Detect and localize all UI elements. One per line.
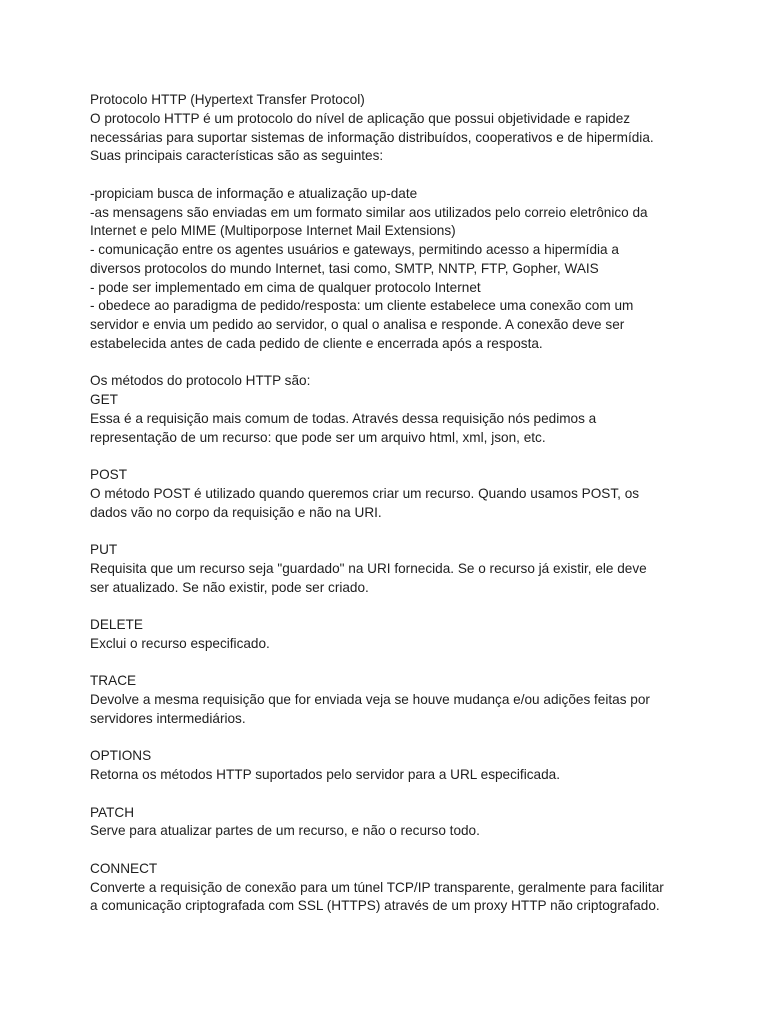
intro-line: necessárias para suportar sistemas de informação distribuídos, cooperativos e de hipermídia. (90, 129, 654, 145)
characteristic-line: -as mensagens são enviadas em um formato similar aos utilizados pelo correio eletrônico da (90, 204, 648, 220)
paragraph-gap (90, 597, 690, 616)
method-description: Essa é a requisição mais comum de todas. Através dessa requisição nós pedimos a (90, 410, 597, 426)
method-description: Devolve a mesma requisição que for enviada veja se houve mudança e/ou adições feitas por (90, 692, 650, 707)
characteristic-line: -propiciam busca de informação e atualização up-date (90, 185, 418, 201)
method-name-post: POST (90, 467, 128, 482)
paragraph-gap (90, 785, 690, 804)
paragraph-gap (90, 447, 690, 466)
method-description: servidores intermediários. (90, 710, 246, 726)
characteristic-line: servidor e envia um pedido ao servidor, o qual o analisa e responde. A conexão deve ser (90, 317, 625, 332)
method-description: Retorna os métodos HTTP suportados pelo servidor para a URL especificada. (90, 767, 560, 782)
intro-line: Suas principais características são as seguintes: (90, 148, 384, 164)
method-name-options: OPTIONS (90, 748, 152, 764)
method-description: ser atualizado. Se não existir, pode ser criado. (90, 579, 369, 595)
method-name-trace: TRACE (90, 673, 137, 689)
method-name-patch: PATCH (90, 804, 135, 820)
method-name-get: GET (90, 392, 118, 407)
method-name-delete: DELETE (90, 617, 143, 632)
paragraph-gap (90, 729, 690, 748)
method-description: Requisita que um recurso seja "guardado" na URI fornecida. Se o recurso já existir, ele deve (90, 560, 647, 576)
characteristic-line: diversos protocolos do mundo Internet, tasi como, SMTP, NNTP, FTP, Gopher, WAIS (90, 260, 599, 276)
characteristic-line: - obedece ao paradigma de pedido/resposta: um cliente estabelece uma conexão com um (90, 298, 634, 314)
paragraph-gap (90, 166, 690, 185)
paragraph-gap (90, 654, 690, 673)
method-description: a comunicação criptografada com SSL (HTTPS) através de um proxy HTTP não criptografado. (90, 898, 660, 914)
intro-line: O protocolo HTTP é um protocolo do nível de aplicação que possui objetividade e rapidez (90, 110, 631, 126)
method-description: representação de um recurso: que pode ser um arquivo html, xml, json, etc. (90, 429, 546, 445)
method-name-put: PUT (90, 542, 118, 557)
method-name-connect: CONNECT (90, 860, 158, 876)
method-description: Exclui o recurso especificado. (90, 635, 270, 651)
method-description: dados vão no corpo da requisição e não na URI. (90, 504, 382, 520)
characteristic-line: - comunicação entre os agentes usuários e gateways, permitindo acesso a hipermídia a (90, 242, 619, 257)
method-description: O método POST é utilizado quando queremos criar um recurso. Quando usamos POST, os (90, 485, 640, 501)
methods-heading: Os métodos do protocolo HTTP são: (90, 373, 311, 389)
paragraph-gap (90, 841, 690, 860)
characteristic-line: estabelecida antes de cada pedido de cliente e encerrada após a resposta. (90, 335, 543, 351)
method-description: Converte a requisição de conexão para um túnel TCP/IP transparente, geralmente para facilitar (90, 879, 664, 895)
paragraph-gap (90, 522, 690, 541)
characteristic-line: Internet e pelo MIME (Multiporpose Internet Mail Extensions) (90, 223, 456, 239)
method-description: Serve para atualizar partes de um recurso, e não o recurso todo. (90, 823, 480, 839)
characteristic-line: - pode ser implementado em cima de qualquer protocolo Internet (90, 279, 481, 295)
document-title: Protocolo HTTP (Hypertext Transfer Protocol) (90, 92, 365, 107)
paragraph-gap (90, 354, 690, 373)
document-body (90, 91, 690, 916)
